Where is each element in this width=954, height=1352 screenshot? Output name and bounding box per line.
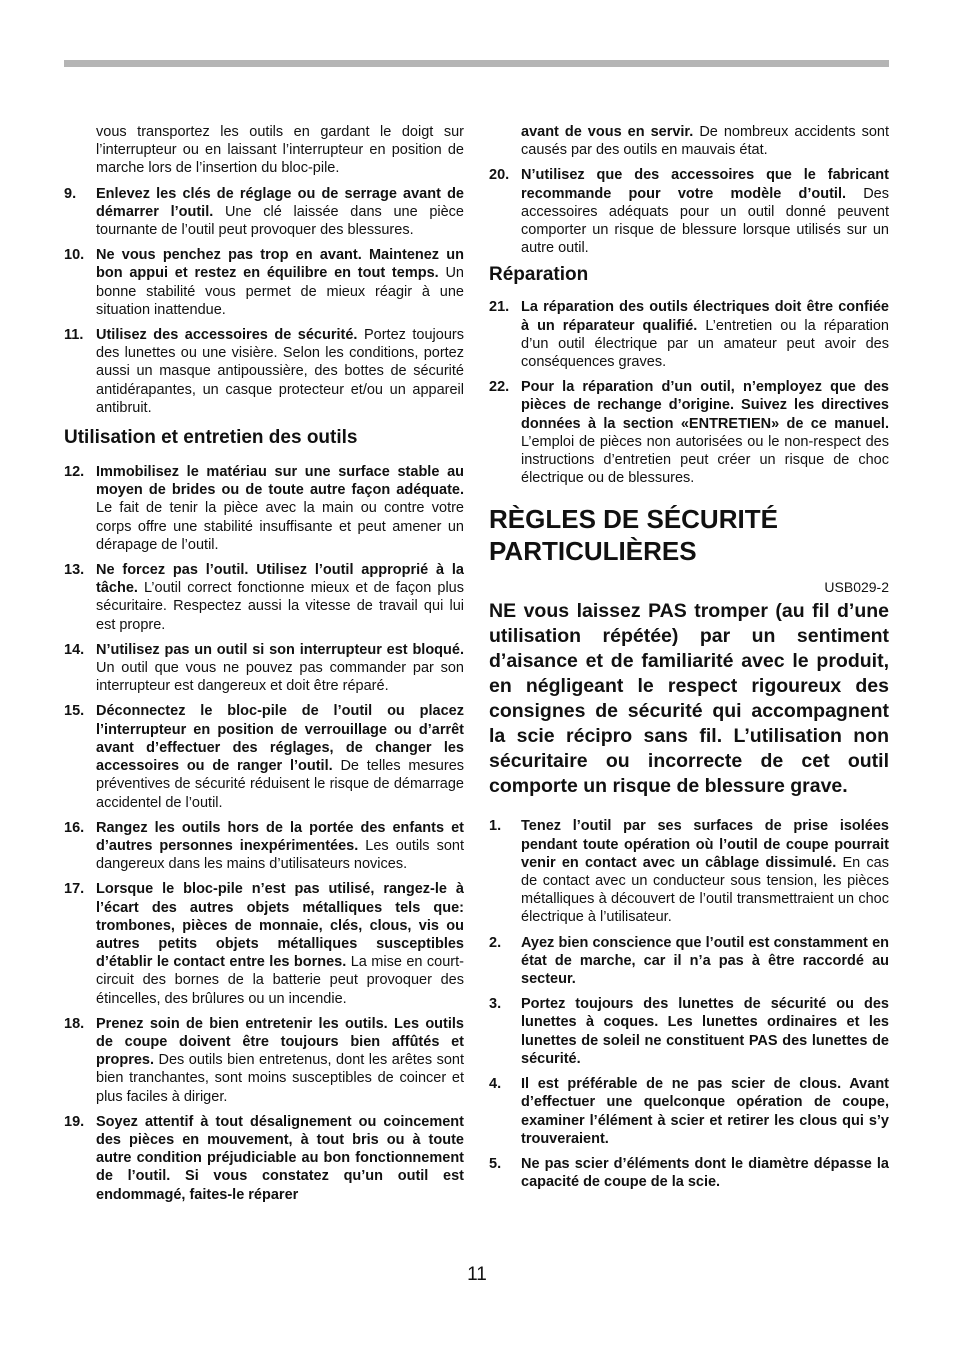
item-text: La mise en court-circuit des bornes de la batterie peut provoquer des étincelles, des brûlures ou un incendie.	[96, 954, 464, 1007]
item-number: 2.	[489, 934, 502, 951]
list-items-21-22	[489, 298, 889, 487]
item-bold-text: Ne forcez pas l’outil. Utilisez l’outil approprié à la tâche.	[96, 562, 464, 597]
title-line-1: RÈGLES DE SÉCURITÉ	[489, 504, 778, 535]
right-column	[489, 123, 889, 1198]
item-bold-text: N’utilisez que des accessoires que le fabricant recommande pour votre modèle d’outil.	[521, 167, 889, 202]
list-item	[489, 298, 889, 371]
item-bold-text: Lorsque le bloc-pile n’est pas utilisé, rangez-le à l’écart des autres objets métalliques tels que: trombones, pièces de monnaie, clés, clous, vis ou autres petits objets métalliques susceptibles d’établir le contact entre les bornes.	[96, 881, 464, 971]
list-item	[489, 1155, 889, 1191]
item-number: 17.	[64, 881, 85, 898]
document-code: USB029-2	[824, 579, 889, 596]
list-item	[489, 166, 889, 257]
list-item	[64, 246, 464, 319]
list-items-a	[64, 185, 464, 417]
list-item	[64, 463, 464, 554]
item-text: Le fait de tenir la pièce avec la main ou contre votre corps offre une stabilité insuffisante et peut amener un dérapage de l’outil.	[96, 500, 464, 553]
item-text: En cas de contact avec un conducteur sous tension, les pièces métalliques à découvert de l’outil transmettraient un choc électrique à l’utilisateur.	[521, 854, 889, 926]
list-item	[489, 378, 889, 487]
list-items-b	[64, 463, 464, 1204]
continuation-rest: De nombreux accidents sont causés par des outils en mauvais état.	[521, 124, 889, 159]
item-number: 1.	[489, 818, 502, 835]
item-number: 3.	[489, 996, 502, 1013]
section-heading-repair: Réparation	[489, 264, 589, 286]
item-text: L’outil correct fonctionne mieux et de façon plus sécuritaire. Respectez aussi la vitesse de travail qui lui est propre.	[96, 580, 464, 633]
item-bold-text: Pour la réparation d’un outil, n’employez que des pièces de rechange d’origine. Suivez les directives données à la section «ENTRETIEN» de ce manuel.	[521, 379, 889, 432]
title-line-2: PARTICULIÈRES	[489, 536, 697, 567]
item-text: De telles mesures préventives de sécurité réduisent le risque de démarrage accidentel de l’outil.	[96, 758, 465, 811]
item-bold-text: Rangez les outils hors de la portée des enfants et d’autres personnes inexpérimentées.	[96, 819, 464, 854]
page-title	[489, 503, 889, 567]
item-bold-text: Déconnectez le bloc-pile de l’outil ou placez l’interrupteur en position de verrouillage ou d’arrêt avant d’effectuer des réglages, de changer les accessoires ou de ranger l’outil.	[96, 703, 464, 775]
list-item	[489, 934, 889, 989]
item-number: 13.	[64, 562, 85, 579]
page-number: 11	[467, 1264, 487, 1285]
item-text: Des outils bien entretenus, dont les arêtes sont bien tranchantes, sont moins susceptibles de coincer et plus faciles à diriger.	[96, 1052, 464, 1105]
item-bold-text: Il est préférable de ne pas scier de clous. Avant d’effectuer une quelconque opération de coupe, examiner l’élément à scier et retirer les clous qui s’y trouveraient.	[521, 1076, 889, 1147]
item-text: Les outils sont dangereux dans les mains d’utilisateurs novices.	[96, 837, 464, 873]
item-text: Un outil que vous ne pouvez pas commander par son interrupteur est dangereux et doit être réparé.	[96, 660, 464, 695]
left-column	[64, 123, 464, 1211]
item-number: 21.	[489, 299, 510, 316]
list-item	[64, 641, 464, 696]
item-bold-text: Enlevez les clés de réglage ou de serrage avant de démarrer l’outil.	[96, 185, 464, 220]
item-bold-text: Ne pas scier d’éléments dont le diamètre dépasse la capacité de coupe de la scie.	[521, 1155, 889, 1191]
list-item	[489, 817, 889, 926]
item-number: 16.	[64, 819, 85, 836]
item-number: 18.	[64, 1015, 85, 1032]
item-text: L’entretien ou la réparation d’un outil électrique par un amateur peut avoir des conséquences graves.	[521, 317, 889, 371]
item-number: 14.	[64, 641, 85, 658]
item-bold-text: Soyez attentif à tout désalignement ou coincement des pièces en mouvement, à tout bris ou à toute autre condition préjudiciable au bon fonctionnement de l’outil. Si vous constatez qu’un outil est endommagé, faites-le réparer	[96, 1113, 464, 1203]
continuation-bold: avant de vous en servir.	[521, 124, 694, 140]
list-item	[64, 1015, 464, 1106]
item-number: 15.	[64, 703, 85, 720]
list-item	[64, 819, 464, 874]
item-text: Des accessoires adéquats pour un outil donné peuvent comporter un risque de blessure lorsque utilisés sur un autre outil.	[521, 185, 889, 257]
continuation-text-right	[489, 123, 889, 159]
list-item	[64, 702, 464, 811]
safety-warning: NE vous laissez PAS tromper (au fil d’une utilisation répétée) par un sentiment d’aisance et de familiarité avec le produit, en négligeant le respect rigoureux des consignes de sécurité qui accompagnent la scie récipro sans fil. L’utilisation non sécuritaire ou incorrecte de cet outil comporte un risque de blessure grave.	[489, 600, 889, 798]
item-bold-text: Ayez bien conscience que l’outil est constamment en état de marche, car il n’a pas à être raccordé au secteur.	[521, 934, 889, 988]
item-bold-text: N’utilisez pas un outil si son interrupteur est bloqué.	[96, 641, 464, 658]
item-number: 10.	[64, 247, 85, 264]
item-text: L’emploi de pièces non autorisées ou le non-respect des instructions d’entretien peut créer un risque de choc électrique ou de blessures.	[521, 433, 889, 487]
header-rule	[64, 60, 889, 67]
item-bold-text: Utilisez des accessoires de sécurité.	[96, 327, 358, 344]
list-items-20	[489, 166, 889, 257]
item-bold-text: Prenez soin de bien entretenir les outils. Les outils de coupe doivent être toujours bien affûtés et propres.	[96, 1015, 464, 1069]
item-bold-text: Immobilisez le matériau sur une surface stable au moyen de brides ou de toute autre façon adéquate.	[96, 464, 464, 499]
item-text: Une clé laissée dans une pièce tournante de l’outil peut provoquer des blessures.	[96, 203, 464, 239]
item-number: 12.	[64, 464, 85, 481]
item-bold-text: Ne vous penchez pas trop en avant. Maintenez un bon appui et restez en équilibre en tout temps.	[96, 247, 464, 282]
item-bold-text: Portez toujours des lunettes de sécurité ou des lunettes à coques. Les lunettes ordinaires et les lunettes de soleil ne constituent PAS des lunettes de sécurité.	[521, 996, 889, 1067]
list-item	[64, 880, 464, 1007]
item-number: 22.	[489, 379, 510, 396]
item-text: Un bonne stabilité vous permet de mieux réagir à une situation inattendue.	[96, 265, 464, 318]
item-number: 19.	[64, 1113, 85, 1130]
specific-rules-list	[489, 817, 889, 1191]
list-item	[489, 1075, 889, 1148]
item-number: 4.	[489, 1076, 502, 1093]
item-number: 5.	[489, 1155, 502, 1172]
section-heading-tools-use: Utilisation et entretien des outils	[64, 427, 358, 449]
list-item	[64, 1113, 464, 1204]
item-number: 20.	[489, 167, 510, 184]
continuation-text: vous transportez les outils en gardant le doigt sur l’interrupteur ou en laissant l’interrupteur en position de marche lors de l’insertion du bloc-pile.	[96, 124, 464, 177]
item-bold-text: Tenez l’outil par ses surfaces de prise isolées pendant toute opération où l’outil de coupe pourrait venir en contact avec un câblage dissimulé.	[521, 818, 889, 871]
item-text: Portez toujours des lunettes ou une visière. Selon les conditions, portez aussi un masque antipoussière, des bottes de sécurité antidérapantes, un casque protecteur et/ou un appareil antibruit.	[96, 327, 464, 416]
item-bold-text: La réparation des outils électriques doit être confiée à un réparateur qualifié.	[521, 299, 889, 334]
item-number: 11.	[64, 327, 84, 344]
list-item	[64, 185, 464, 240]
list-item	[64, 561, 464, 634]
list-item	[489, 995, 889, 1068]
list-item	[64, 326, 464, 417]
item-number: 9.	[64, 185, 77, 202]
